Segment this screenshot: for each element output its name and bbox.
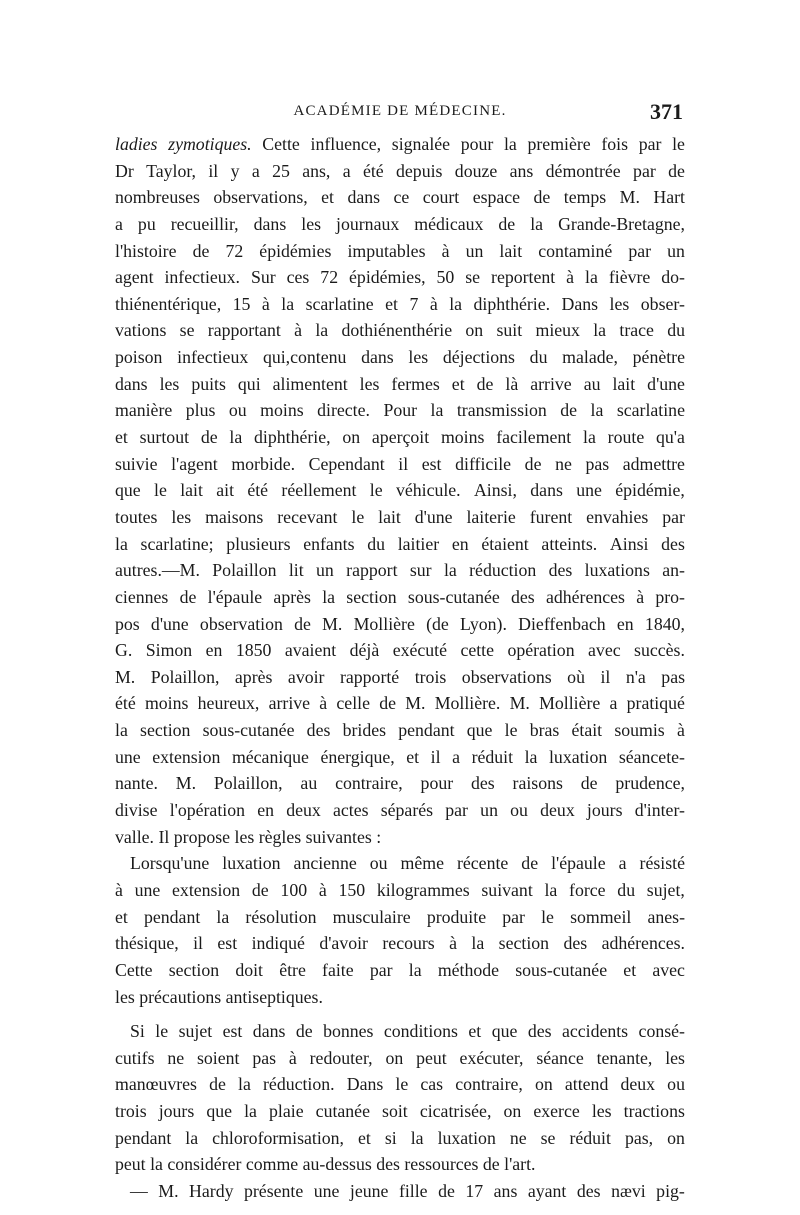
paragraph bbox=[115, 1178, 685, 1205]
paragraph-gap bbox=[115, 1010, 685, 1018]
text-line: a pu recueillir, dans les journaux médicaux de la Grande-Bretagne, bbox=[115, 213, 685, 234]
text-line: l'histoire de 72 épidémies imputables à un lait contaminé par un bbox=[115, 240, 685, 261]
text-line: manière plus ou moins directe. Pour la transmission de la scarlatine bbox=[115, 400, 685, 421]
page-number: 371 bbox=[650, 99, 683, 124]
text-line: nante. M. Polaillon, au contraire, pour des raisons de prudence, bbox=[115, 773, 685, 794]
text-line: Cette section doit être faite par la méthode sous-cutanée et avec bbox=[115, 959, 685, 980]
text-line: — M. Hardy présente une jeune fille de 17 ans ayant des nævi pig- bbox=[130, 1180, 685, 1201]
body-text bbox=[115, 131, 685, 1205]
text-line: et surtout de la diphthérie, on aperçoit moins facilement la route qu'a bbox=[115, 427, 685, 448]
text-line: poison infectieux qui,contenu dans les déjections du malade, pénètre bbox=[115, 347, 685, 368]
running-title: ACADÉMIE DE MÉDECINE. bbox=[293, 103, 507, 119]
text-line: une extension mécanique énergique, et il a réduit la luxation séancete- bbox=[115, 746, 685, 767]
text-line: été moins heureux, arrive à celle de M. Mollière. M. Mollière a pratiqué bbox=[115, 693, 685, 714]
text-line: vations se rapportant à la dothiénenthérie on suit mieux la trace du bbox=[115, 320, 685, 341]
text-line: la scarlatine; plusieurs enfants du laitier en étaient atteints. Ainsi des bbox=[115, 533, 685, 554]
text-line: Dr Taylor, il y a 25 ans, a été depuis douze ans démontrée par de bbox=[115, 160, 685, 181]
text-line: agent infectieux. Sur ces 72 épidémies, 50 se reportent à la fièvre do- bbox=[115, 267, 685, 288]
text-line: Si le sujet est dans de bonnes conditions et que des accidents consé- bbox=[130, 1021, 685, 1042]
text-line: que le lait ait été réellement le véhicule. Ainsi, dans une épidémie, bbox=[115, 480, 685, 501]
text-line: cutifs ne soient pas à redouter, on peut exécuter, séance tenante, les bbox=[115, 1047, 685, 1068]
text-line: thésique, il est indiqué d'avoir recours à la section des adhérences. bbox=[115, 933, 685, 954]
text-line: pos d'une observation de M. Mollière (de Lyon). Dieffenbach en 1840, bbox=[115, 613, 685, 634]
text-line: valle. Il propose les règles suivantes : bbox=[115, 826, 382, 847]
text-line: divise l'opération en deux actes séparés par un ou deux jours d'inter- bbox=[115, 800, 685, 821]
text-line: à une extension de 100 à 150 kilogrammes suivant la force du sujet, bbox=[115, 879, 685, 900]
text-line: et pendant la résolution musculaire produite par le sommeil anes- bbox=[115, 906, 685, 927]
text-line: dans les puits qui alimentent les fermes et de là arrive au lait d'une bbox=[115, 373, 685, 394]
paragraph bbox=[115, 131, 685, 850]
text-line: ladies zymotiques. Cette influence, signalée pour la première fois par le bbox=[115, 134, 685, 154]
text-line: nombreuses observations, et dans ce court espace de temps M. Hart bbox=[115, 187, 685, 208]
text-line: Lorsqu'une luxation ancienne ou même récente de l'épaule a résisté bbox=[130, 853, 685, 874]
text-line: peut la considérer comme au-dessus des ressources de l'art. bbox=[115, 1154, 536, 1175]
text-line: ciennes de l'épaule après la section sous-cutanée des adhérences à pro- bbox=[115, 586, 685, 607]
text-line: thiénentérique, 15 à la scarlatine et 7 à la diphthérie. Dans les obser- bbox=[115, 293, 685, 314]
text-line: pendant la chloroformisation, et si la luxation ne se réduit pas, on bbox=[115, 1127, 685, 1148]
paragraph bbox=[115, 1018, 685, 1178]
running-header bbox=[115, 97, 685, 127]
text-line: suivie l'agent morbide. Cependant il est difficile de ne pas admettre bbox=[115, 453, 685, 474]
paragraph bbox=[115, 850, 685, 1010]
text-line: G. Simon en 1850 avaient déjà exécuté cette opération avec succès. bbox=[115, 640, 685, 661]
text-line: trois jours que la plaie cutanée soit cicatrisée, on exerce les tractions bbox=[115, 1101, 685, 1122]
text-line: M. Polaillon, après avoir rapporté trois observations où il n'a pas bbox=[115, 666, 685, 687]
text-line: manœuvres de la réduction. Dans le cas contraire, on attend deux ou bbox=[115, 1074, 685, 1095]
text-line: les précautions antiseptiques. bbox=[115, 986, 323, 1007]
text-line: autres.—M. Polaillon lit un rapport sur la réduction des luxations an- bbox=[115, 560, 685, 581]
text-line: la section sous-cutanée des brides pendant que le bras était soumis à bbox=[115, 720, 685, 741]
text-line: toutes les maisons recevant le lait d'une laiterie furent envahies par bbox=[115, 506, 685, 527]
